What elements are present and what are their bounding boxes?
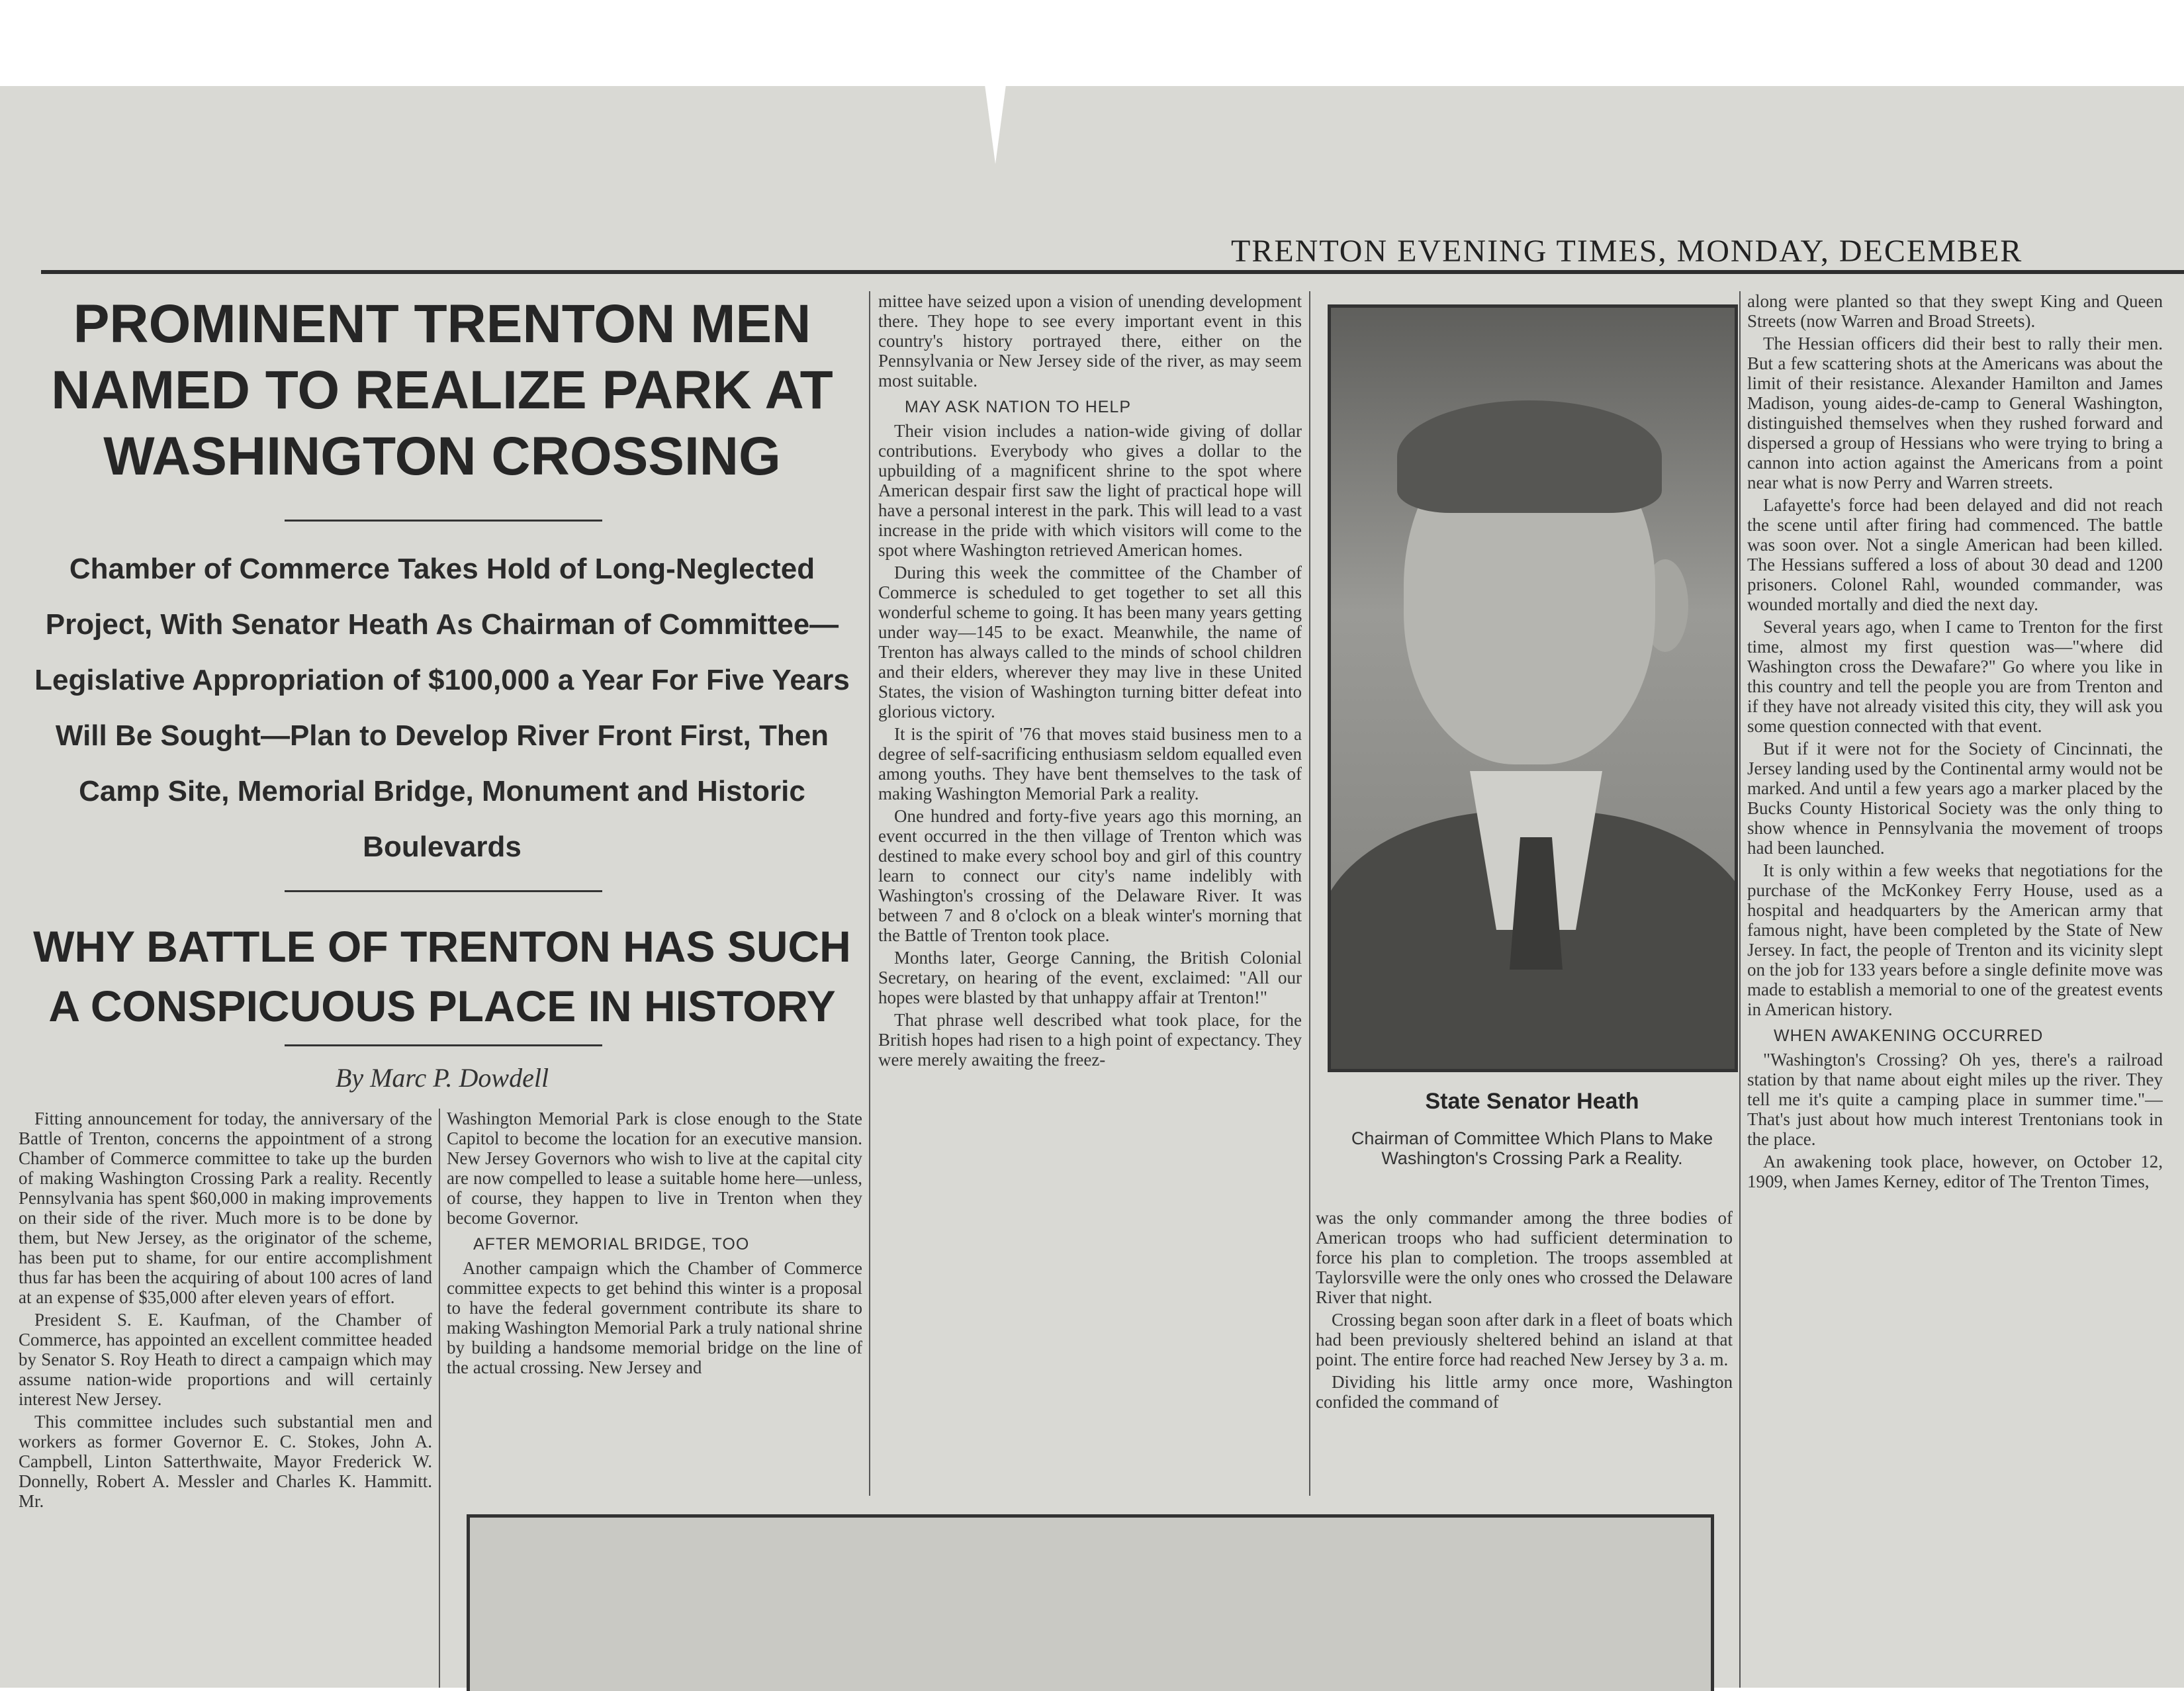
section-subhead: AFTER MEMORIAL BRIDGE, TOO [473,1235,750,1254]
paragraph: Dividing his little army once more, Washington confided the command of [1316,1372,1733,1412]
masthead-rule [41,270,2184,274]
paragraph: The Hessian officers did their best to rally their men. But a few scattering shots at the Americans was about the limit of their resistance. Alexander Hamilton and James Madison, young aides-de-camp to General Washington, distinguished themselves when they rushed forward and dispersed a group of Hessians who were trying to bring a cannon into action against the Americans from a point near what is now Perry and Warren streets. [1747,334,2163,492]
paragraph: One hundred and forty-five years ago this morning, an event occurred in the then village of Trenton which was destined to make every school boy and girl of this country learn to connect our city's name indelibly with Washington's crossing of the Delaware River. It was between 7 and 8 o'clock on a bleak winter's morning that the Battle of Trenton took place. [878,806,1302,945]
paragraph: Washington Memorial Park is close enough to the State Capitol to become the location for an executive mansion. New Jersey Governors who wish to live at the capital city are now compelled to lease a suitable home here—unless, of course, they happen to live in Trenton when they become Governor. [447,1109,862,1228]
paragraph: During this week the committee of the Chamber of Commerce is scheduled to get together to set all this wonderful scheme to going. It has been many years getting under way—145 to be exact. Meanwhile, the name of Trenton has always called to the minds of school children and their elders, wherever they may live in these United States, the vision of Washington turning bitter defeat into glorious victory. [878,563,1302,721]
paragraph: But if it were not for the Society of Cincinnati, the Jersey landing used by the Continental army would not be marked. And until a few years ago a marker placed by the Bucks County Historical Society was the only thing to show whence in Pennsylvania the movement of troops had been launched. [1747,739,2163,858]
paragraph: Crossing began soon after dark in a fleet of boats which had been previously sheltered behind an island at that point. The entire force had reached New Jersey by 3 a. m. [1316,1310,1733,1369]
paragraph: President S. E. Kaufman, of the Chamber of Commerce, has appointed an excellent committee headed by Senator S. Roy Heath to direct a campaign which may assume nation-wide proportions and will certainly interest New Jersey. [19,1310,432,1409]
paragraph: This committee includes such substantial men and workers as former Governor E. C. Stokes, John A. Campbell, Linton Satterthwaite, Mayor Frederick W. Donnelly, Robert A. Messler and Charles K. Hammitt. Mr. [19,1412,432,1511]
paragraph: An awakening took place, however, on October 12, 1909, when James Kerney, editor of The Trenton Times, [1747,1152,2163,1191]
section-subhead: WHEN AWAKENING OCCURRED [1774,1027,2044,1045]
section-subhead: MAY ASK NATION TO HELP [905,398,1132,416]
paragraph: It is the spirit of '76 that moves staid business men to a degree of self-sacrificing enthusiasm seldom equalled even among youths. They have bent themselves to the task of making Washington Memorial Park a reality. [878,724,1302,803]
photo-caption: Chairman of Committee Which Plans to Make Washington's Crossing Park a Reality. [1351,1128,1713,1168]
article-column-1 [19,1109,432,1688]
paragraph: Lafayette's force had been delayed and did not reach the scene until after firing had commenced. The battle was soon over. Not a single American had been killed. The Hessians suffered a loss of about 30 dead and 1200 prisoners. Colonel Rahl, wounded commander, was wounded mortally and died the next day. [1747,495,2163,614]
article-column-3 [878,291,1302,1502]
byline: By Marc P. Dowdell [335,1063,549,1093]
article-column-5 [1747,291,2163,1688]
subheadline-deck: Chamber of Commerce Takes Hold of Long-Neglected Project, With Senator Heath As Chairman of Committee—Legislative Appropriation of $100,000 a Year For Five Years Will Be Sought—Plan to Develop River Front First, Then Camp Site, Memorial Bridge, Monument and Historic Boulevards [34,553,850,863]
paragraph: Their vision includes a nation-wide giving of dollar contributions. Everybody who gives a dollar to the upbuilding of a magnificent shrine to the spot where American despair first saw the light of practical hope will have a personal interest in the park. This will lead to a vast increase in the pride with which visitors will come to the spot where Washington retrieved American homes. [878,421,1302,560]
second-headline: WHY BATTLE OF TRENTON HAS SUCH A CONSPICUOUS PLACE IN HISTORY [33,922,851,1030]
paragraph: It is only within a few weeks that negotiations for the purchase of the McKonkey Ferry House, used as a hospital and headquarters by the American army that famous night, have been completed by the State of New Jersey. In fact, the people of Trenton and its vicinity slept on the job for 133 years before a single definite move was made to establish a memorial to one of the greatest events in American history. [1747,860,2163,1019]
bottom-box [467,1514,1714,1691]
article-column-4 [1316,1208,1733,1499]
paper-tear [985,85,1006,164]
column-divider [1309,291,1310,1496]
paragraph: Months later, George Canning, the British Colonial Secretary, on hearing of the event, exclaimed: "All our hopes were blasted by that unhappy affair at Trenton!" [878,948,1302,1007]
photo-caption-title: State Senator Heath [1425,1089,1639,1114]
paragraph: "Washington's Crossing? Oh yes, there's a railroad station by that name about eight miles up the river. They tell me it's quite a camping place in summer time."—That's just about how much interest Trentonians took in the place. [1747,1050,2163,1149]
paragraph: Another campaign which the Chamber of Commerce committee expects to get behind this winter is a proposal to have the federal government contribute its share to making Washington Memorial Park a truly national shrine by building a handsome memorial bridge on the line of the actual crossing. New Jersey and [447,1258,862,1377]
paragraph: That phrase well described what took place, for the British hopes had risen to a high point of expectancy. They were merely awaiting the freez- [878,1010,1302,1070]
main-headline: PROMINENT TRENTON MEN NAMED TO REALIZE PARK AT WASHINGTON CROSSING [51,294,833,486]
paragraph: mittee have seized upon a vision of unending development there. They hope to see every important event in this country's history portrayed there, either on the Pennsylvania or New Jersey side of the river, as may seem most suitable. [878,291,1302,390]
portrait-photo [1328,304,1738,1072]
second-headline-rule [285,1044,602,1046]
paragraph: Fitting announcement for today, the anniversary of the Battle of Trenton, concerns the appointment of a strong Chamber of Commerce committee to take up the burden of making Washington Crossing Park a reality. Recently Pennsylvania has spent $60,000 in making improvements on their side of the river. Much more is to be done by them, but New Jersey, as the originator of the scheme, has been put to shame, for our entire accomplishment thus far has been the acquiring of about 100 acres of land at an expense of $35,000 after eleven years of effort. [19,1109,432,1307]
headline-rule [285,520,602,522]
article-column-2 [447,1109,862,1506]
column-divider [439,1109,440,1688]
paragraph: was the only commander among the three bodies of American troops who had sufficient determination to force his plan to completion. The troops assembled at Taylorsville were the only ones who crossed the Delaware River that night. [1316,1208,1733,1307]
deck-rule [285,890,602,892]
paragraph: along were planted so that they swept King and Queen Streets (now Warren and Broad Streets). [1747,291,2163,331]
masthead: TRENTON EVENING TIMES, MONDAY, DECEMBER [1231,234,2023,269]
paragraph: Several years ago, when I came to Trenton for the first time, almost my first question was—"where did Washington cross the Dewafare?" Go where you like in this country and tell the people you are from Trenton and if they have not already visited this city, they will ask you some question connected with that event. [1747,617,2163,736]
column-divider [869,291,870,1496]
column-divider [1739,291,1741,1688]
